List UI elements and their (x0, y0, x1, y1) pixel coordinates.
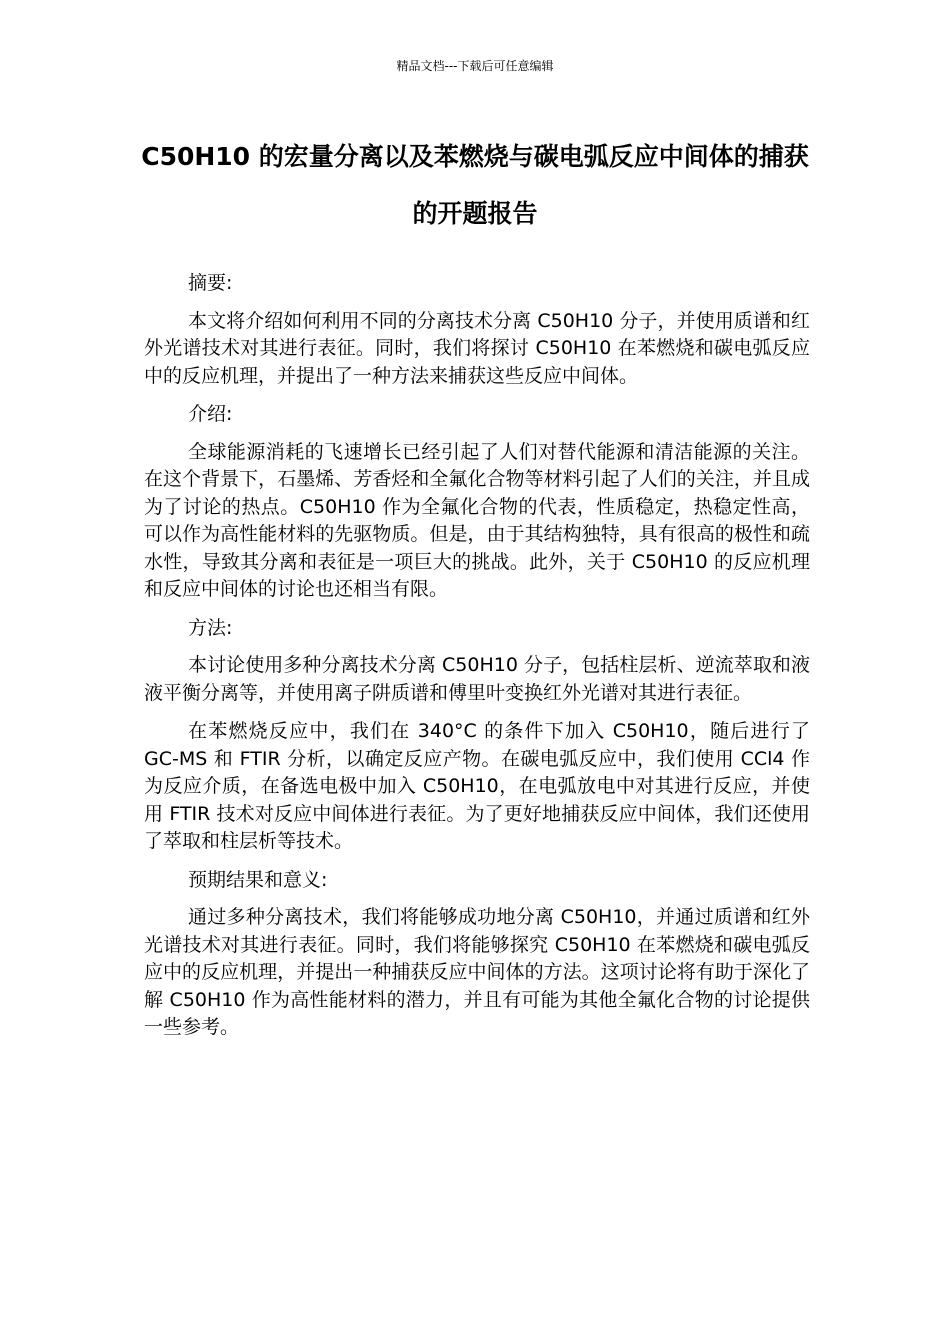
intro-paragraph: 全球能源消耗的飞速增长已经引起了人们对替代能源和清洁能源的关注。在这个背景下，石墨烯、芳香烃和全氟化合物等材料引起了人们的关注，并且成为了讨论的热点。C50H10 作为全氟化合物的代表，性质稳定，热稳定性高，可以作为高性能材料的先驱物质。但是，由于其结构独特，具有很高的极性和疏水性，导致其分离和表征是一项巨大的挑战。此外，关于 C50H10 的反应机理和反应中间体的讨论也还相当有限。 (144, 440, 810, 600)
abstract-heading: 摘要: (188, 272, 233, 294)
header-note: 精品文档---下载后可任意编辑 (396, 59, 554, 73)
results-paragraph: 通过多种分离技术，我们将能够成功地分离 C50H10，并通过质谱和红外光谱技术对其进行表征。同时，我们将能够探究 C50H10 在苯燃烧和碳电弧反应中的反应机理，并提出一种捕获反应中间体的方法。这项讨论将有助于深化了解 C50H10 作为高性能材料的潜力，并且有可能为其他全氟化合物的讨论提供一些参考。 (144, 906, 810, 1038)
method-paragraph-2: 在苯燃烧反应中，我们在 340°C 的条件下加入 C50H10，随后进行了 GC-MS 和 FTIR 分析，以确定反应产物。在碳电弧反应中，我们使用 CCl4 作为反应介质，在备选电极中加入 C50H10，在电弧放电中对其进行反应，并使用 FTIR 技术对反应中间体进行表征。为了更好地捕获反应中间体，我们还使用了萃取和柱层析等技术。 (144, 720, 810, 852)
document-body (144, 270, 810, 1053)
results-heading: 预期结果和意义: (188, 868, 328, 891)
abstract-paragraph: 本文将介绍如何利用不同的分离技术分离 C50H10 分子，并使用质谱和红外光谱技术对其进行表征。同时，我们将探讨 C50H10 在苯燃烧和碳电弧反应中的反应机理，并提出了一种方法来捕获这些反应中间体。 (144, 309, 810, 387)
method-heading: 方法: (188, 616, 233, 639)
intro-heading: 介绍: (188, 403, 233, 425)
method-paragraph-1: 本讨论使用多种分离技术分离 C50H10 分子，包括柱层析、逆流萃取和液液平衡分离等，并使用离子阱质谱和傅里叶变换红外光谱对其进行表征。 (144, 654, 810, 704)
document-title: C50H10 的宏量分离以及苯燃烧与碳电弧反应中间体的捕获的开题报告 (141, 142, 809, 228)
